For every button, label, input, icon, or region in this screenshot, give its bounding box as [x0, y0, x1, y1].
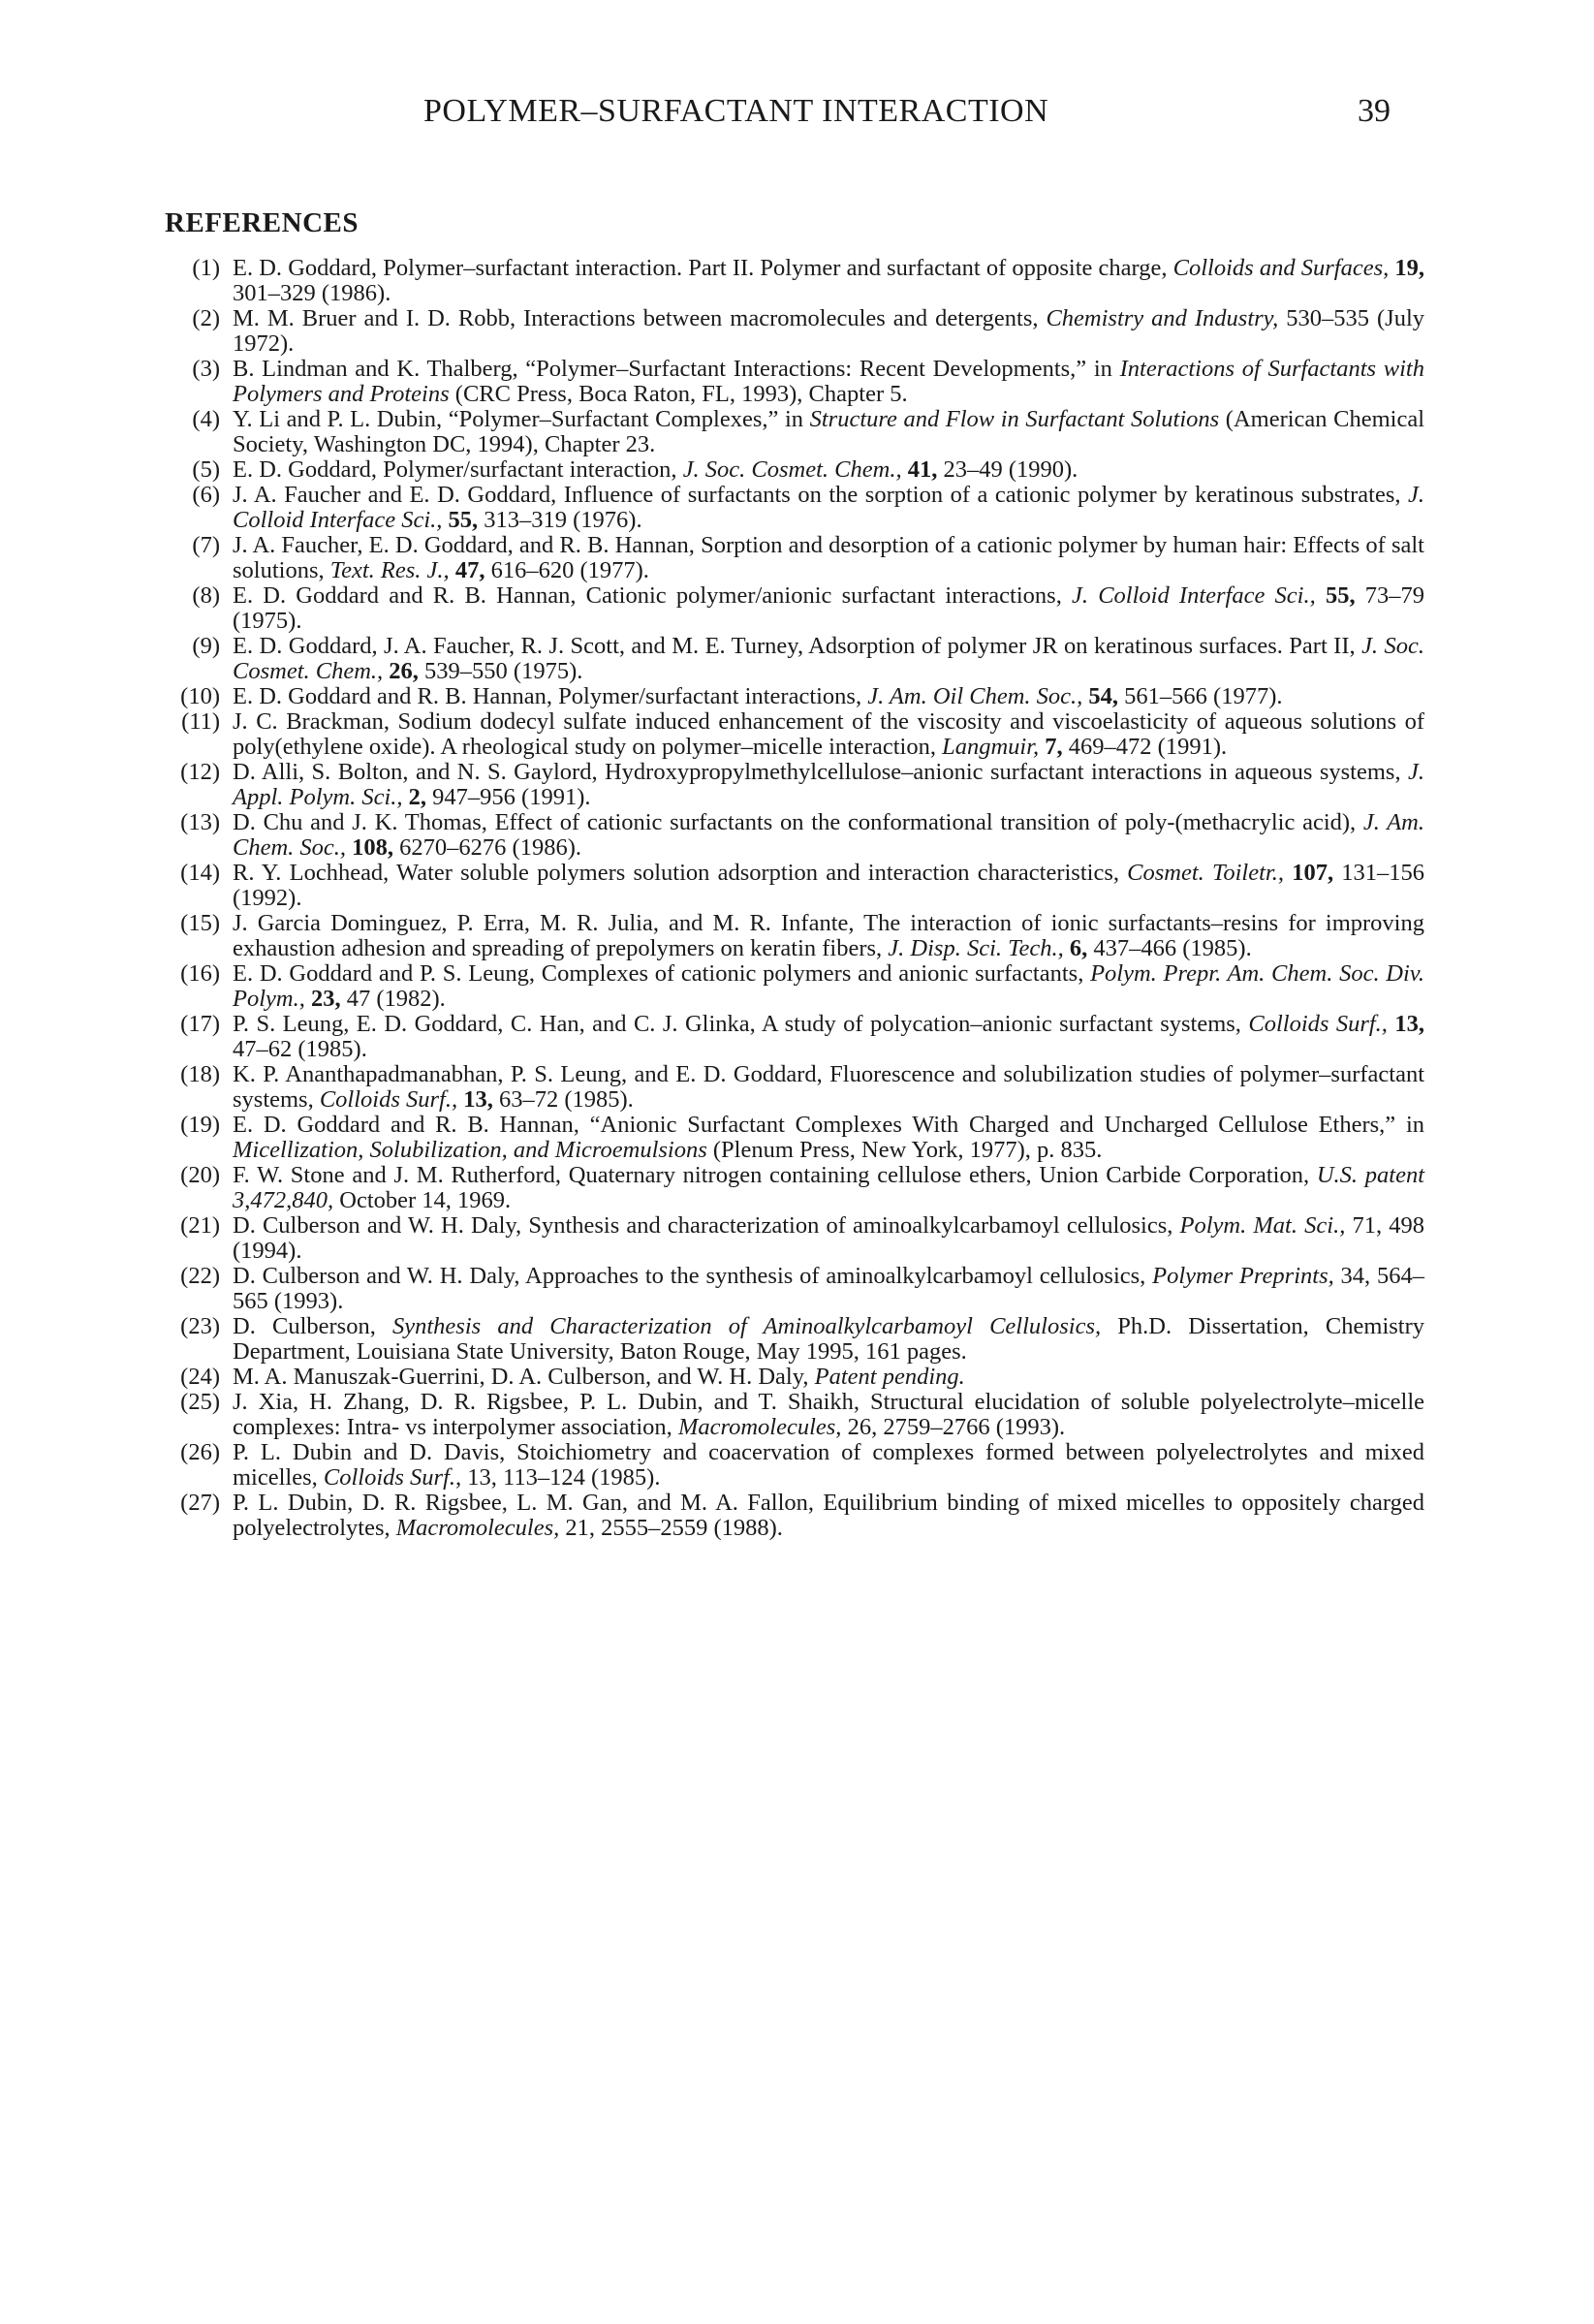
- reference-segment: October 14, 1969.: [333, 1187, 512, 1213]
- reference-source-title: Macromolecules,: [677, 1414, 842, 1440]
- reference-volume: 23,: [310, 986, 341, 1012]
- reference-item: [170, 306, 1424, 357]
- reference-source-title: Colloids Surf.,: [319, 1086, 458, 1113]
- reference-text: [233, 911, 1424, 961]
- reference-segment: M. M. Bruer and I. D. Robb, Interactions between macromolecules and detergents,: [233, 305, 1047, 331]
- reference-source-title: J. Colloid Interface Sci.,: [233, 482, 1424, 533]
- reference-segment: [1284, 860, 1292, 886]
- reference-segment: D. Alli, S. Bolton, and N. S. Gaylord, Hydroxypropylmethylcellulose–anionic surfactant interactions in aqueous systems,: [233, 759, 1408, 785]
- reference-number: (24): [180, 1364, 220, 1390]
- reference-segment: Ph.D. Dissertation, Chemistry Department, Louisiana State University, Baton Rouge, May 1995, 161 pages.: [233, 1313, 1424, 1365]
- reference-text: [233, 1314, 1424, 1365]
- reference-source-title: Text. Res. J.,: [329, 557, 450, 583]
- reference-segment: (American Chemical Society, Washington DC, 1994), Chapter 23.: [233, 406, 1424, 457]
- reference-source-title: Polymer Preprints,: [1152, 1263, 1334, 1289]
- reference-segment: 34, 564–565 (1993).: [233, 1263, 1424, 1314]
- reference-segment: (CRC Press, Boca Raton, FL, 1993), Chapter 5.: [449, 381, 908, 407]
- reference-text: [233, 709, 1424, 760]
- reference-number: (25): [180, 1389, 220, 1415]
- section-heading: REFERENCES: [165, 207, 359, 238]
- reference-volume: 26,: [389, 658, 419, 684]
- reference-segment: J. Garcia Dominguez, P. Erra, M. R. Julia, and M. R. Infante, The interaction of ionic surfactants–resins for improving exhaustion adhesion and spreading of prepolymers on keratin fibers,: [233, 910, 1424, 961]
- reference-segment: E. D. Goddard and R. B. Hannan, Cationic polymer/anionic surfactant interactions,: [233, 582, 1073, 609]
- reference-segment: J. Xia, H. Zhang, D. R. Rigsbee, P. L. Dubin, and T. Shaikh, Structural elucidation of soluble polyelectrolyte–micelle complexes: Intra- vs interpolymer association,: [233, 1389, 1424, 1440]
- reference-segment: 469–472 (1991).: [1062, 734, 1228, 760]
- reference-volume: 107,: [1292, 860, 1334, 886]
- reference-text: [233, 961, 1424, 1012]
- reference-source-title: U.S. patent 3,472,840,: [233, 1162, 1424, 1213]
- reference-number: (1): [192, 255, 220, 281]
- reference-item: [170, 1163, 1424, 1213]
- reference-item: [170, 407, 1424, 457]
- reference-source-title: Cosmet. Toiletr.,: [1127, 860, 1284, 886]
- reference-source-title: Macromolecules,: [395, 1515, 560, 1541]
- reference-item: [170, 256, 1424, 306]
- reference-number: (4): [192, 406, 220, 432]
- reference-number: (15): [180, 910, 220, 936]
- reference-text: [233, 407, 1424, 457]
- reference-segment: E. D. Goddard and P. S. Leung, Complexes of cationic polymers and anionic surfactants,: [233, 960, 1091, 987]
- reference-number: (17): [180, 1011, 220, 1037]
- reference-source-title: J. Soc. Cosmet. Chem.,: [682, 456, 902, 483]
- reference-item: [170, 961, 1424, 1012]
- reference-number: (18): [180, 1061, 220, 1087]
- reference-segment: 6270–6276 (1986).: [393, 834, 581, 861]
- reference-text: [233, 357, 1424, 407]
- reference-number: (16): [180, 960, 220, 987]
- reference-source-title: Langmuir,: [942, 734, 1040, 760]
- reference-source-title: J. Colloid Interface Sci.,: [1072, 582, 1316, 609]
- reference-text: [233, 1213, 1424, 1264]
- reference-text: [233, 684, 1424, 709]
- reference-segment: [1316, 582, 1326, 609]
- reference-volume: 13,: [1394, 1011, 1424, 1037]
- reference-segment: D. Culberson and W. H. Daly, Approaches to the synthesis of aminoalkylcarbamoyl cellulosics,: [233, 1263, 1153, 1289]
- reference-item: [170, 1012, 1424, 1062]
- reference-text: [233, 533, 1424, 583]
- reference-segment: M. A. Manuszak-Guerrini, D. A. Culberson, and W. H. Daly,: [233, 1364, 815, 1390]
- reference-source-title: Colloids Surf.,: [1248, 1011, 1388, 1037]
- reference-item: [170, 1390, 1424, 1440]
- reference-segment: 47 (1982).: [340, 986, 446, 1012]
- reference-source-title: Micellization, Solubilization, and Microemulsions: [233, 1137, 707, 1163]
- reference-segment: 47–62 (1985).: [233, 1036, 367, 1062]
- reference-item: [170, 1314, 1424, 1365]
- reference-item: [170, 634, 1424, 684]
- reference-segment: 561–566 (1977).: [1118, 683, 1283, 709]
- reference-segment: 23–49 (1990).: [937, 456, 1078, 483]
- reference-segment: P. L. Dubin and D. Davis, Stoichiometry and coacervation of complexes formed between polyelectrolytes and mixed micelles,: [233, 1439, 1424, 1491]
- reference-text: [233, 483, 1424, 533]
- reference-text: [233, 1163, 1424, 1213]
- reference-source-title: Interactions of Surfactants with Polymers and Proteins: [233, 356, 1424, 407]
- reference-volume: 54,: [1088, 683, 1119, 709]
- reference-number: (3): [192, 356, 220, 382]
- reference-item: [170, 357, 1424, 407]
- reference-text: [233, 1365, 1424, 1390]
- reference-source-title: Polym. Prepr. Am. Chem. Soc. Div. Polym.,: [233, 960, 1424, 1012]
- reference-item: [170, 483, 1424, 533]
- reference-text: [233, 1062, 1424, 1113]
- reference-item: [170, 810, 1424, 861]
- reference-segment: J. A. Faucher and E. D. Goddard, Influence of surfactants on the sorption of a cationic polymer by keratinous substrates,: [233, 482, 1408, 508]
- reference-item: [170, 583, 1424, 634]
- reference-item: [170, 709, 1424, 760]
- reference-source-title: J. Appl. Polym. Sci.,: [233, 759, 1424, 810]
- reference-segment: Y. Li and P. L. Dubin, “Polymer–Surfactant Complexes,” in: [233, 406, 810, 432]
- reference-text: [233, 457, 1424, 483]
- reference-segment: 21, 2555–2559 (1988).: [559, 1515, 783, 1541]
- reference-segment: E. D. Goddard, J. A. Faucher, R. J. Scott, and M. E. Turney, Adsorption of polymer JR on keratinous surfaces. Part II,: [233, 633, 1362, 659]
- reference-text: [233, 760, 1424, 810]
- reference-source-title: Colloids Surf.,: [323, 1464, 462, 1491]
- reference-item: [170, 1365, 1424, 1390]
- reference-text: [233, 1491, 1424, 1541]
- reference-volume: 19,: [1394, 255, 1425, 281]
- reference-text: [233, 1440, 1424, 1491]
- reference-segment: 26, 2759–2766 (1993).: [841, 1414, 1066, 1440]
- reference-item: [170, 911, 1424, 961]
- reference-text: [233, 583, 1424, 634]
- reference-segment: 313–319 (1976).: [478, 507, 642, 533]
- reference-number: (14): [180, 860, 220, 886]
- reference-source-title: Structure and Flow in Surfactant Solutions: [809, 406, 1220, 432]
- reference-number: (9): [192, 633, 220, 659]
- reference-source-title: Synthesis and Characterization of Aminoalkylcarbamoyl Cellulosics,: [391, 1313, 1102, 1339]
- reference-text: [233, 810, 1424, 861]
- reference-item: [170, 457, 1424, 483]
- reference-number: (19): [180, 1112, 220, 1138]
- reference-segment: 13, 113–124 (1985).: [461, 1464, 661, 1491]
- reference-source-title: Colloids and Surfaces,: [1172, 255, 1390, 281]
- reference-segment: J. A. Faucher, E. D. Goddard, and R. B. Hannan, Sorption and desorption of a cationic polymer by human hair: Effects of salt solutions,: [233, 532, 1424, 583]
- reference-segment: K. P. Ananthapadmanabhan, P. S. Leung, and E. D. Goddard, Fluorescence and solubilization studies of polymer–surfactant systems,: [233, 1061, 1424, 1113]
- reference-source-title: J. Am. Chem. Soc.,: [233, 809, 1424, 861]
- reference-number: (13): [180, 809, 220, 835]
- reference-segment: 616–620 (1977).: [484, 557, 649, 583]
- reference-number: (5): [192, 456, 220, 483]
- reference-number: (2): [192, 305, 220, 331]
- reference-list: [170, 256, 1424, 1541]
- reference-volume: 2,: [408, 784, 427, 810]
- reference-segment: D. Chu and J. K. Thomas, Effect of cationic surfactants on the conformational transition of poly-(methacrylic acid),: [233, 809, 1363, 835]
- reference-item: [170, 1213, 1424, 1264]
- reference-volume: 41,: [907, 456, 938, 483]
- reference-number: (23): [180, 1313, 220, 1339]
- reference-volume: 7,: [1045, 734, 1063, 760]
- reference-segment: 63–72 (1985).: [492, 1086, 634, 1113]
- reference-item: [170, 1062, 1424, 1113]
- reference-segment: 71, 498 (1994).: [233, 1212, 1424, 1264]
- reference-text: [233, 634, 1424, 684]
- reference-source-title: J. Am. Oil Chem. Soc.,: [867, 683, 1083, 709]
- reference-segment: 947–956 (1991).: [426, 784, 591, 810]
- reference-segment: R. Y. Lochhead, Water soluble polymers solution adsorption and interaction characteristics,: [233, 860, 1128, 886]
- reference-segment: F. W. Stone and J. M. Rutherford, Quaternary nitrogen containing cellulose ethers, Union Carbide Corporation,: [233, 1162, 1317, 1188]
- reference-item: [170, 1264, 1424, 1314]
- reference-segment: 437–466 (1985).: [1087, 935, 1252, 961]
- reference-segment: D. Culberson and W. H. Daly, Synthesis and characterization of aminoalkylcarbamoyl cellulosics,: [233, 1212, 1180, 1239]
- reference-text: [233, 256, 1424, 306]
- running-title: POLYMER–SURFACTANT INTERACTION: [423, 93, 1049, 129]
- reference-segment: E. D. Goddard, Polymer/surfactant interaction,: [233, 456, 683, 483]
- reference-volume: 55,: [448, 507, 479, 533]
- reference-number: (7): [192, 532, 220, 558]
- reference-text: [233, 306, 1424, 357]
- reference-text: [233, 1264, 1424, 1314]
- reference-number: (12): [180, 759, 220, 785]
- reference-segment: B. Lindman and K. Thalberg, “Polymer–Surfactant Interactions: Recent Developments,” in: [233, 356, 1120, 382]
- reference-source-title: Patent pending.: [814, 1364, 965, 1390]
- reference-segment: 131–156 (1992).: [233, 860, 1425, 911]
- reference-number: (27): [180, 1490, 220, 1516]
- reference-source-title: J. Soc. Cosmet. Chem.,: [233, 633, 1424, 684]
- reference-item: [170, 1440, 1424, 1491]
- reference-text: [233, 1113, 1424, 1163]
- reference-segment: J. C. Brackman, Sodium dodecyl sulfate induced enhancement of the viscosity and viscoelasticity of aqueous solutions of poly(ethylene oxide). A rheological study on polymer–micelle interaction,: [233, 708, 1424, 760]
- reference-text: [233, 861, 1424, 911]
- reference-segment: E. D. Goddard and R. B. Hannan, Polymer/surfactant interactions,: [233, 683, 868, 709]
- reference-number: (10): [180, 683, 220, 709]
- reference-volume: 6,: [1069, 935, 1088, 961]
- reference-segment: (Plenum Press, New York, 1977), p. 835.: [706, 1137, 1103, 1163]
- reference-volume: 47,: [454, 557, 485, 583]
- reference-volume: 55,: [1325, 582, 1356, 609]
- reference-segment: E. D. Goddard and R. B. Hannan, “Anionic Surfactant Complexes With Charged and Uncharged Cellulose Ethers,” in: [233, 1112, 1424, 1138]
- reference-segment: 530–535 (July 1972).: [233, 305, 1424, 357]
- reference-number: (11): [181, 708, 220, 735]
- page-number: 39: [1358, 93, 1391, 129]
- reference-volume: 108,: [352, 834, 394, 861]
- reference-item: [170, 760, 1424, 810]
- reference-item: [170, 1113, 1424, 1163]
- reference-source-title: J. Disp. Sci. Tech.,: [888, 935, 1064, 961]
- reference-text: [233, 1012, 1424, 1062]
- reference-source-title: Chemistry and Industry,: [1046, 305, 1279, 331]
- reference-volume: 13,: [463, 1086, 493, 1113]
- reference-number: (6): [192, 482, 220, 508]
- reference-number: (8): [192, 582, 220, 609]
- reference-number: (21): [180, 1212, 220, 1239]
- reference-segment: E. D. Goddard, Polymer–surfactant interaction. Part II. Polymer and surfactant of opposite charge,: [233, 255, 1173, 281]
- reference-item: [170, 861, 1424, 911]
- reference-text: [233, 1390, 1424, 1440]
- reference-item: [170, 533, 1424, 583]
- reference-number: (22): [180, 1263, 220, 1289]
- reference-item: [170, 684, 1424, 709]
- reference-number: (26): [180, 1439, 220, 1465]
- reference-segment: D. Culberson,: [233, 1313, 392, 1339]
- reference-number: (20): [180, 1162, 220, 1188]
- reference-segment: 301–329 (1986).: [233, 280, 391, 306]
- reference-segment: P. S. Leung, E. D. Goddard, C. Han, and C. J. Glinka, A study of polycation–anionic surfactant systems,: [233, 1011, 1249, 1037]
- reference-source-title: Polym. Mat. Sci.,: [1179, 1212, 1346, 1239]
- reference-item: [170, 1491, 1424, 1541]
- reference-segment: 539–550 (1975).: [418, 658, 583, 684]
- reference-segment: P. L. Dubin, D. R. Rigsbee, L. M. Gan, and M. A. Fallon, Equilibrium binding of mixed micelles to oppositely charged polyelectrolytes,: [233, 1490, 1424, 1541]
- reference-segment: 73–79 (1975).: [233, 582, 1425, 634]
